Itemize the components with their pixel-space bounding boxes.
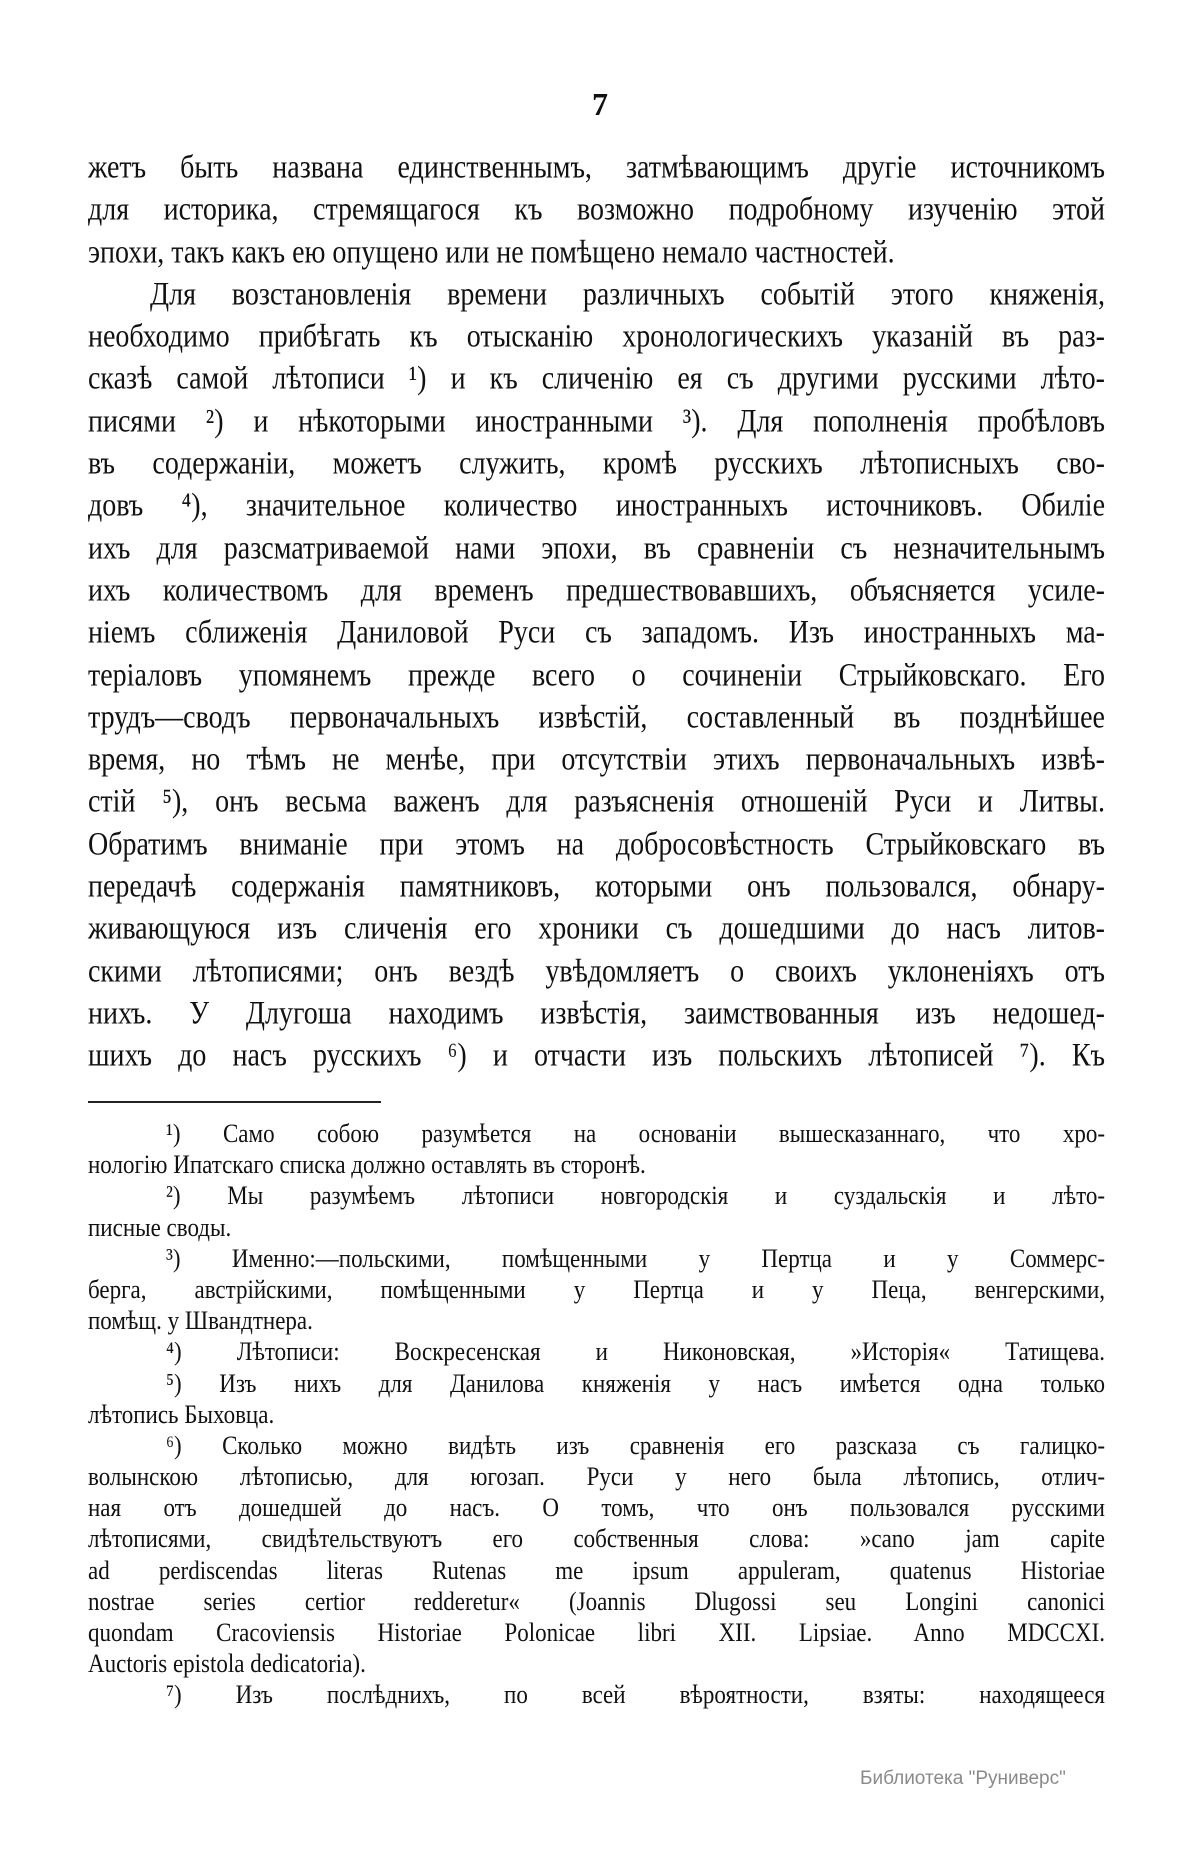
page-number: 7 bbox=[592, 86, 608, 122]
library-watermark: Библиотека "Руниверс" bbox=[860, 1768, 1066, 1789]
footnote-line: nostrae series certior redderetur« (Joannis Dlugossi seu Longini canonici bbox=[88, 1586, 1105, 1616]
text-line: шихъ до насъ русскихъ ⁶) и отчасти изъ польскихъ лѣтописей ⁷). Къ bbox=[88, 1037, 1105, 1074]
text-line: трудъ—сводъ первоначальныхъ извѣстій, составленный въ позднѣйшее bbox=[88, 698, 1105, 736]
text-line: нихъ. У Длугоша находимъ извѣстія, заимствованныя изъ недошед- bbox=[88, 995, 1105, 1032]
text-line: Для возстановленія времени различныхъ событій этого княженія, bbox=[150, 275, 1105, 313]
text-line: ихъ количествомъ для временъ предшествовавшихъ, объясняется усиле- bbox=[88, 572, 1105, 609]
footnote-line: помѣщ. у Швандтнера. bbox=[88, 1306, 313, 1335]
footnote-line: ная отъ дошедшей до насъ. О томъ, что онъ пользовался русскими bbox=[88, 1493, 1105, 1523]
text-line: скими лѣтописями; онъ вездѣ увѣдомляетъ о своихъ уклоненіяхъ отъ bbox=[88, 952, 1105, 990]
footnote-line: ⁴) Лѣтописи: Воскресенская и Никоновская, »Исторія« Татищева. bbox=[166, 1337, 1105, 1367]
footnote-line: волынскою лѣтописью, для югозап. Руси у него была лѣтопись, отлич- bbox=[88, 1462, 1105, 1491]
text-line: сказѣ самой лѣтописи ¹) и къ сличенію ея съ другими русскими лѣто- bbox=[88, 360, 1105, 398]
text-line: Обратимъ вниманіе при этомъ на добросовѣстность Стрыйковскаго въ bbox=[88, 825, 1105, 863]
footnote-line: ¹) Само собою разумѣется на основаніи вышесказаннаго, что хро- bbox=[166, 1119, 1105, 1148]
text-line: довъ ⁴), значительное количество иностранныхъ источниковъ. Обиліе bbox=[88, 487, 1105, 525]
footnote-line: ⁶) Сколько можно видѣть изъ сравненія его разсказа съ галицко- bbox=[166, 1430, 1105, 1460]
footnote-line: ³) Именно:—польскими, помѣщенными у Пертца и у Соммерс- bbox=[166, 1243, 1105, 1273]
footnote-line: ad perdiscendas literas Rutenas me ipsum appuleram, quatenus Historiae bbox=[88, 1555, 1105, 1585]
text-line: ніемъ сближенія Даниловой Руси съ западомъ. Изъ иностранныхъ ма- bbox=[88, 614, 1105, 651]
text-line: стій ⁵), онъ весьма важенъ для разъясненія отношеній Руси и Литвы. bbox=[88, 783, 1105, 821]
footnote-line: лѣтопись Быховца. bbox=[88, 1399, 275, 1429]
text-line: необходимо прибѣгать къ отысканію хронологическихъ указаній въ раз- bbox=[88, 318, 1105, 355]
main-text bbox=[88, 147, 1105, 1078]
text-line: ихъ для разсматриваемой нами эпохи, въ сравненіи съ незначительнымъ bbox=[88, 529, 1105, 567]
text-line: живающуюся изъ сличенія его хроники съ дошедшими до насъ литов- bbox=[88, 910, 1105, 948]
footnote-line: ²) Мы разумѣемъ лѣтописи новгородскія и суздальскія и лѣто- bbox=[166, 1181, 1105, 1211]
text-line: время, но тѣмъ не менѣе, при отсутствіи этихъ первоначальныхъ извѣ- bbox=[88, 741, 1105, 778]
footnote-line: писные своды. bbox=[88, 1212, 232, 1242]
footnote-line: ⁵) Изъ нихъ для Данилова княженія у насъ имѣется одна только bbox=[166, 1368, 1105, 1398]
text-line: для историка, стремящагося къ возможно подробному изученію этой bbox=[88, 191, 1105, 228]
footnote-line: quondam Cracoviensis Historiae Polonicae libri XII. Lipsiae. Anno MDCCXI. bbox=[88, 1618, 1105, 1647]
text-line: въ содержаніи, можетъ служить, кромѣ русскихъ лѣтописныхъ сво- bbox=[88, 445, 1105, 482]
text-line: передачѣ содержанія памятниковъ, которыми онъ пользовался, обнару- bbox=[88, 868, 1105, 905]
footnote-line: Auctoris epistola dedicatoria). bbox=[88, 1649, 366, 1679]
text-line: теріаловъ упомянемъ прежде всего о сочиненіи Стрыйковскаго. Его bbox=[88, 656, 1105, 694]
footnote-divider bbox=[88, 1101, 381, 1103]
footnote-line: нологію Ипатскаго списка должно оставлять въ сторонѣ. bbox=[88, 1150, 646, 1180]
footnote-line: берга, австрійскими, помѣщенными у Пертца и у Пеца, венгерскими, bbox=[88, 1275, 1105, 1304]
footnote-line: ⁷) Изъ послѣднихъ, по всей вѣроятности, взяты: находящееся bbox=[166, 1680, 1105, 1710]
footnotes bbox=[88, 1118, 1105, 1711]
text-line: писями ²) и нѣкоторыми иностранными ³). Для пополненія пробѣловъ bbox=[88, 402, 1105, 440]
text-line: эпохи, такъ какъ ею опущено или не помѣщено немало частностей. bbox=[88, 233, 895, 271]
footnote-line: лѣтописями, свидѣтельствуютъ его собственныя слова: »cano jam capite bbox=[88, 1524, 1105, 1554]
text-line: жетъ быть названа единственнымъ, затмѣвающимъ другіе источникомъ bbox=[88, 149, 1105, 186]
